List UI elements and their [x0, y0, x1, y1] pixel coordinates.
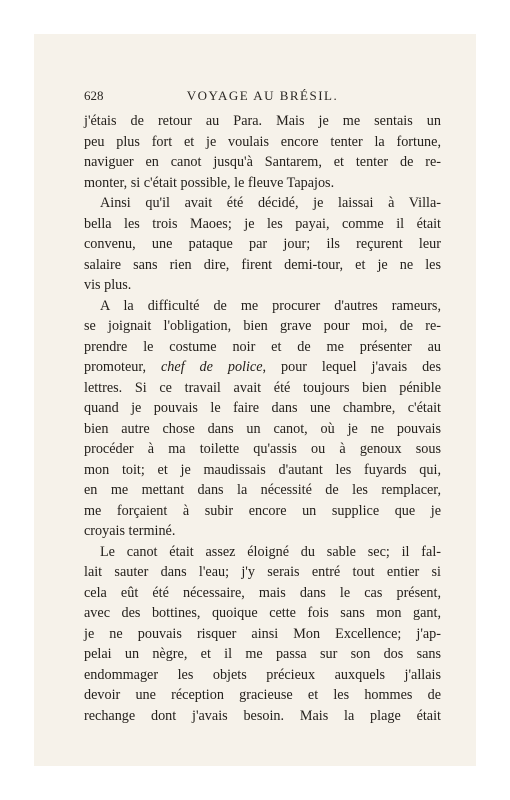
page-header [84, 88, 441, 106]
text-line: bella les trois Maoes; je les payai, comme il était [84, 215, 441, 232]
text-line: pelai un nègre, et il me passa sur son dos sans [84, 646, 441, 662]
text-line: procéder à ma toilette qu'assis ou à genoux sous [84, 441, 441, 457]
text-line: naviguer en canot jusqu'à Santarem, et tenter de re- [84, 154, 441, 170]
text-line: devoir une réception gracieuse et les hommes de [84, 687, 441, 703]
text-line: je ne pouvais risquer ainsi Mon Excellence; j'ap- [84, 625, 441, 642]
text-line: salaire sans rien dire, firent demi-tour, et je ne les [84, 256, 441, 273]
text-line: j'étais de retour au Para. Mais je me sentais un [84, 113, 441, 129]
running-title: VOYAGE AU BRÉSIL. [186, 88, 339, 103]
text-line: se joignait l'obligation, bien grave pour moi, de re- [84, 318, 441, 334]
text-line: mon toit; et je maudissais d'autant les fuyards qui, [84, 461, 441, 478]
text-line: Ainsi qu'il avait été décidé, je laissai à Villa- [100, 195, 441, 211]
text-line: quand je pouvais le faire dans une chambre, c'était [84, 400, 441, 416]
emphasis-text: chef de police [161, 359, 263, 375]
text-line: me forçaient à subir encore un supplice que je [84, 502, 441, 519]
text-line: bien autre chose dans un canot, où je ne pouvais [84, 420, 441, 437]
text-line: endommager les objets précieux auxquels j'allais [84, 666, 441, 683]
text-line: peu plus fort et je voulais encore tenter la fortune, [84, 133, 441, 150]
text-line: convenu, une pataque par jour; ils reçurent leur [84, 236, 441, 252]
text-line: promoteur, chef de police, pour lequel j'avais des [84, 359, 441, 375]
text-line: monter, si c'était possible, le fleuve Tapajos. [84, 174, 335, 191]
text-line: vis plus. [84, 277, 132, 293]
text-line: rechange dont j'avais besoin. Mais la plage était [84, 707, 441, 724]
text-line: Le canot était assez éloigné du sable sec; il fal- [100, 543, 441, 560]
text-line: avec des bottines, quoique cette fois sans mon gant, [84, 605, 441, 621]
text-line: cela eût été nécessaire, mais dans le cas présent, [84, 584, 441, 601]
text-line: A la difficulté de me procurer d'autres rameurs, [100, 297, 441, 314]
text-line: lait sauter dans l'eau; j'y serais entré tout entier si [84, 564, 441, 580]
text-line: prendre le costume noir et de me présenter au [84, 338, 441, 355]
page-number: 628 [84, 88, 104, 103]
body-text [84, 111, 441, 726]
text-line: en me mettant dans la nécessité de les remplacer, [84, 482, 441, 498]
text-line: croyais terminé. [84, 523, 176, 539]
text-line: lettres. Si ce travail avait été toujours bien pénible [84, 379, 441, 396]
